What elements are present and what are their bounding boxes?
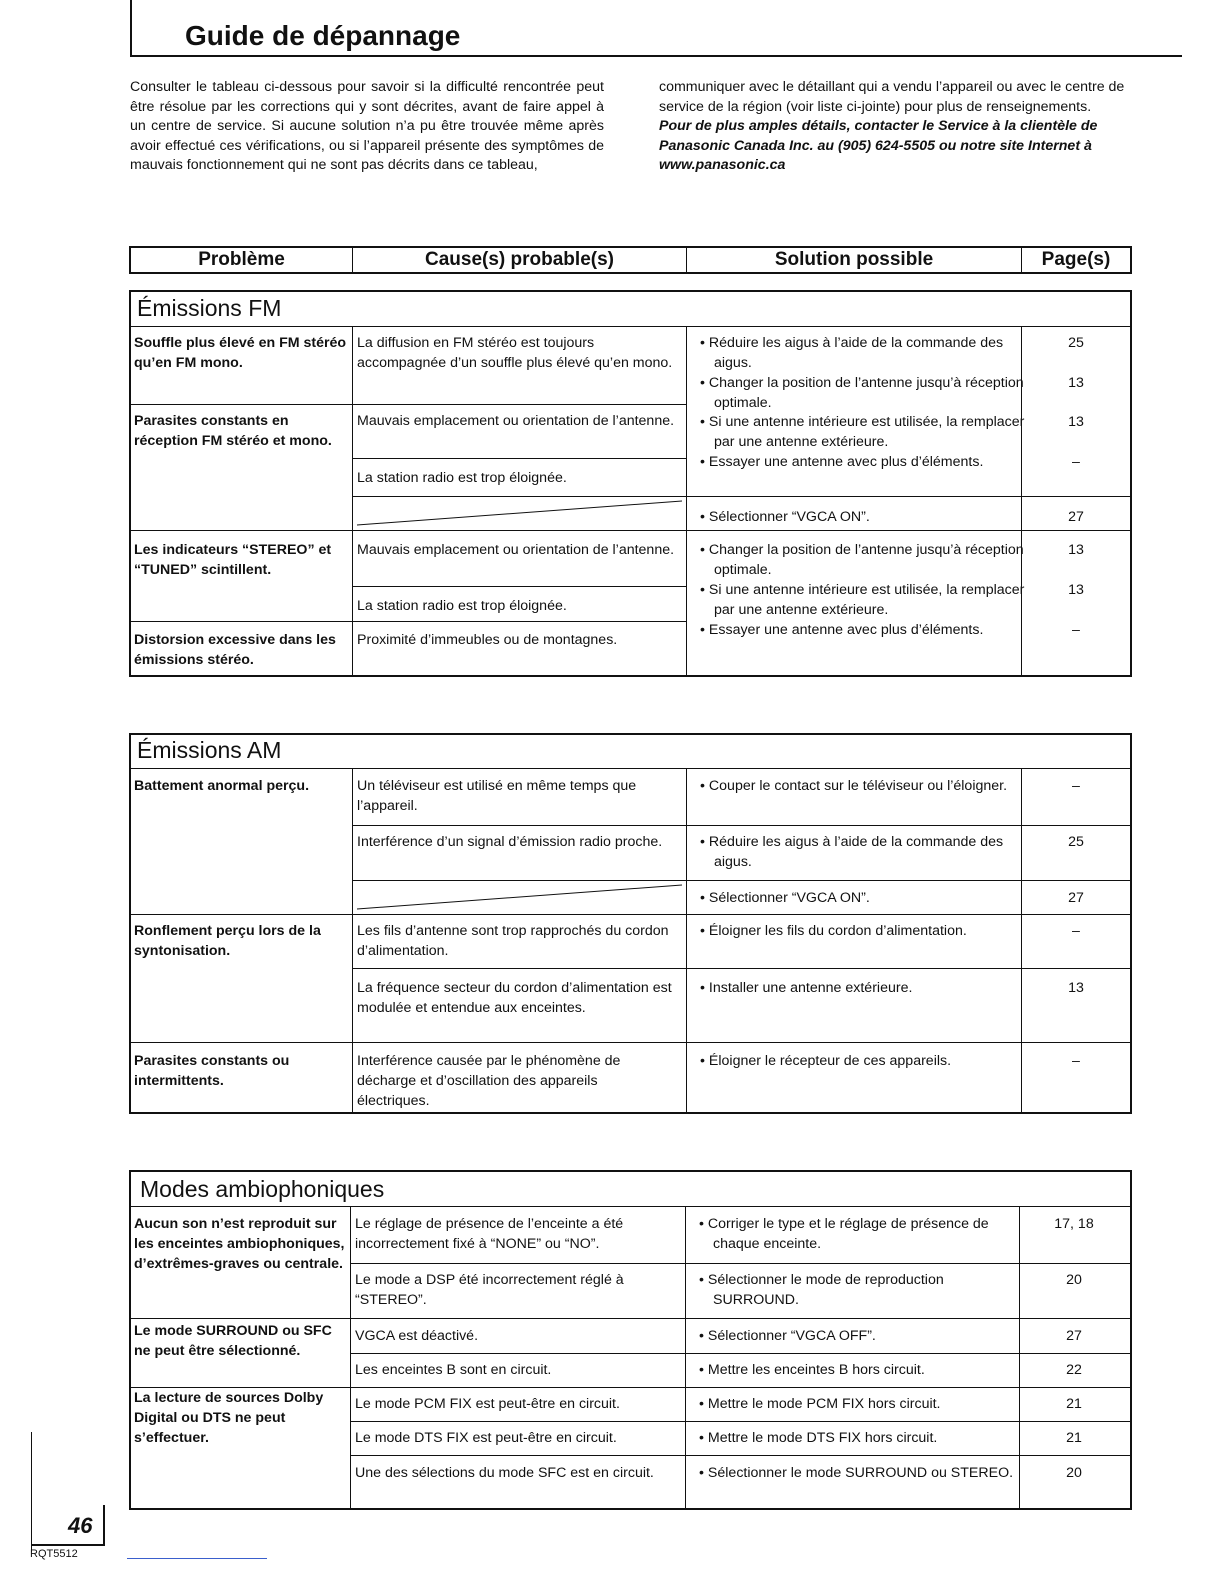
fm-page-3: 13 xyxy=(1068,414,1084,430)
footer-left-rule xyxy=(31,1432,32,1552)
am-page-2: 25 xyxy=(1068,834,1084,850)
fm-empty-cause-slash xyxy=(353,497,686,530)
title-left-rule xyxy=(130,0,132,56)
intro-right-text: communiquer avec le détaillant qui a vendu l’appareil ou avec le centre de service de la région (voir liste ci-jointe) pour plus de renseignements. xyxy=(659,79,1125,115)
footer-num-rule xyxy=(103,1505,105,1545)
intro-right xyxy=(659,78,1134,176)
fm-section-title: Émissions FM xyxy=(137,295,282,321)
fm-solution-7-text: Si une antenne intérieure est utilisée, la remplacer par une antenne extérieure. xyxy=(708,582,1025,618)
sur-rule-a xyxy=(351,1263,1130,1264)
sur-solution-2-text: Sélectionner le mode de reproduction SURROUND. xyxy=(707,1272,944,1308)
am-problem-3: Parasites constants ou intermittents. xyxy=(134,1053,290,1089)
fm-solution-1-text: Réduire les aigus à l’aide de la commande des aigus. xyxy=(708,335,1004,371)
page-title: Guide de dépannage xyxy=(185,20,461,51)
sur-col-2 xyxy=(685,1207,686,1508)
am-empty-cause-slash xyxy=(353,881,686,914)
fm-rule-f xyxy=(131,621,686,622)
fm-rule-d xyxy=(131,530,1130,531)
am-solution-5: • Installer une antenne extérieure. xyxy=(700,980,913,996)
fm-rule-a xyxy=(131,404,686,405)
fm-cause-1: La diffusion en FM stéréo est toujours accompagnée d’un souffle plus élevé qu’en mono. xyxy=(357,335,673,371)
am-solution-6: • Éloigner le récepteur de ces appareils. xyxy=(700,1053,952,1069)
am-cause-3: Les fils d’antenne sont trop rapprochés du cordon d’alimentation. xyxy=(357,923,669,959)
intro-contact-text: Pour de plus amples détails, contacter le Service à la clientèle de Panasonic Canada Inc. au (905) 624-5505 ou notre site Internet à www.panasonic.ca xyxy=(659,118,1098,174)
sur-cause-1: Le réglage de présence de l’enceinte a été incorrectement fixé à “NONE” ou “NO”. xyxy=(355,1216,624,1252)
am-solution-2: • Réduire les aigus à l’aide de la commande des aigus. xyxy=(700,834,1004,870)
fm-problem-2: Parasites constants en réception FM stéréo et mono. xyxy=(134,413,332,449)
fm-problem-1: Souffle plus élevé en FM stéréo qu’en FM mono. xyxy=(134,335,347,371)
fm-rule-b xyxy=(353,458,686,459)
sur-solution-3-text: Sélectionner “VGCA OFF”. xyxy=(707,1328,876,1344)
title-underline xyxy=(130,55,1182,57)
am-col-1 xyxy=(352,769,353,1112)
fm-solution-5-text: Sélectionner “VGCA ON”. xyxy=(708,509,870,525)
fm-title-rule xyxy=(131,326,1130,327)
fm-solution-1: • Réduire les aigus à l’aide de la commande des aigus. xyxy=(700,335,1004,371)
fm-page-5: 27 xyxy=(1068,509,1084,525)
am-col-2 xyxy=(686,769,687,1112)
am-problem-2: Ronflement perçu lors de la syntonisation. xyxy=(134,923,321,959)
sur-page-4: 22 xyxy=(1066,1362,1082,1378)
sur-solution-7-text: Sélectionner le mode SURROUND ou STEREO. xyxy=(707,1465,1014,1481)
am-rule-c xyxy=(131,914,1130,915)
fm-page-4: – xyxy=(1072,454,1080,470)
fm-solution-3: • Si une antenne intérieure est utilisée, la remplacer par une antenne extérieure. xyxy=(700,414,1025,450)
am-title-rule xyxy=(131,768,1130,769)
sur-page-2: 20 xyxy=(1066,1272,1082,1288)
fm-solution-4-text: Essayer une antenne avec plus d’éléments. xyxy=(708,454,984,470)
fm-cause-5: La station radio est trop éloignée. xyxy=(357,598,567,614)
sur-cause-4: Les enceintes B sont en circuit. xyxy=(355,1362,552,1378)
sur-cause-2: Le mode a DSP été incorrectement réglé à “STEREO”. xyxy=(355,1272,624,1308)
fm-solution-6-text: Changer la position de l’antenne jusqu’à réception optimale. xyxy=(708,542,1024,578)
surround-section-title: Modes ambiophoniques xyxy=(140,1176,385,1202)
am-solution-5-text: Installer une antenne extérieure. xyxy=(708,980,913,996)
fm-rule-e xyxy=(353,586,686,587)
sur-rule-e xyxy=(351,1421,1130,1422)
sur-solution-3: • Sélectionner “VGCA OFF”. xyxy=(699,1328,876,1344)
sur-problem-1: Aucun son n’est reproduit sur les enceintes ambiophoniques, d’extrêmes-graves ou centrale. xyxy=(134,1216,345,1272)
surround-title-rule xyxy=(131,1206,1130,1207)
am-solution-3: • Sélectionner “VGCA ON”. xyxy=(700,890,870,906)
am-page-4: – xyxy=(1072,923,1080,939)
am-cause-5: Interférence causée par le phénomène de décharge et d’oscillation des appareils électriques. xyxy=(357,1053,621,1109)
am-solution-4: • Éloigner les fils du cordon d’alimentation. xyxy=(700,923,967,939)
sur-solution-6-text: Mettre le mode DTS FIX hors circuit. xyxy=(707,1430,938,1446)
am-solution-2-text: Réduire les aigus à l’aide de la commande des aigus. xyxy=(708,834,1004,870)
fm-page-7: 13 xyxy=(1068,582,1084,598)
am-rule-d xyxy=(353,968,1130,969)
fm-cause-4: Mauvais emplacement ou orientation de l’antenne. xyxy=(357,542,675,558)
sur-page-6: 21 xyxy=(1066,1430,1082,1446)
am-page-5: 13 xyxy=(1068,980,1084,996)
fm-page-2: 13 xyxy=(1068,375,1084,391)
am-cause-1: Un téléviseur est utilisé en même temps que l’appareil. xyxy=(357,778,637,814)
fm-solution-8-text: Essayer une antenne avec plus d’éléments. xyxy=(708,622,984,638)
sur-problem-3: La lecture de sources Dolby Digital ou DTS ne peut s’effectuer. xyxy=(134,1390,324,1446)
fm-solution-6: • Changer la position de l’antenne jusqu’à réception optimale. xyxy=(700,542,1024,578)
header-pages: Page(s) xyxy=(1041,249,1111,270)
sur-solution-4-text: Mettre les enceintes B hors circuit. xyxy=(707,1362,925,1378)
intro-left xyxy=(130,78,604,176)
am-solution-6-text: Éloigner le récepteur de ces appareils. xyxy=(708,1053,952,1069)
fm-cause-6: Proximité d’immeubles ou de montagnes. xyxy=(357,632,618,648)
fm-col-2 xyxy=(686,327,687,675)
page-number: 46 xyxy=(68,1513,93,1538)
sur-page-5: 21 xyxy=(1066,1396,1082,1412)
sur-page-1: 17, 18 xyxy=(1054,1216,1094,1232)
sur-rule-b xyxy=(131,1318,1130,1319)
am-cause-2: Interférence d’un signal d’émission radio proche. xyxy=(357,834,663,850)
sur-solution-6: • Mettre le mode DTS FIX hors circuit. xyxy=(699,1430,938,1446)
sur-cause-6: Le mode DTS FIX est peut-être en circuit. xyxy=(355,1430,617,1446)
sur-rule-f xyxy=(351,1455,1130,1456)
sur-cause-7: Une des sélections du mode SFC est en circuit. xyxy=(355,1465,654,1481)
fm-cause-2: Mauvais emplacement ou orientation de l’antenne. xyxy=(357,413,675,429)
fm-cause-3: La station radio est trop éloignée. xyxy=(357,470,567,486)
am-section-title: Émissions AM xyxy=(137,737,282,763)
am-page-1: – xyxy=(1072,778,1080,794)
sur-rule-d xyxy=(131,1387,1130,1388)
fm-problem-4: Distorsion excessive dans les émissions stéréo. xyxy=(134,632,336,668)
sur-solution-5: • Mettre le mode PCM FIX hors circuit. xyxy=(699,1396,941,1412)
am-solution-4-text: Éloigner les fils du cordon d’alimentation. xyxy=(708,923,967,939)
am-solution-1-text: Couper le contact sur le téléviseur ou l’éloigner. xyxy=(708,778,1008,794)
fm-solution-7: • Si une antenne intérieure est utilisée, la remplacer par une antenne extérieure. xyxy=(700,582,1025,618)
sur-solution-7: • Sélectionner le mode SURROUND ou STEREO. xyxy=(699,1465,1014,1481)
sur-solution-4: • Mettre les enceintes B hors circuit. xyxy=(699,1362,925,1378)
am-problem-1: Battement anormal perçu. xyxy=(134,778,310,794)
sur-solution-1: • Corriger le type et le réglage de présence de chaque enceinte. xyxy=(699,1216,989,1252)
am-page-6: – xyxy=(1072,1053,1080,1069)
document-code: RQT5512 xyxy=(30,1548,78,1560)
sur-cause-3: VGCA est déactivé. xyxy=(355,1328,479,1344)
fm-problem-3: Les indicateurs “STEREO” et “TUNED” scintillent. xyxy=(134,542,332,578)
am-rule-e xyxy=(131,1042,1130,1043)
sur-page-7: 20 xyxy=(1066,1465,1082,1481)
sur-cause-5: Le mode PCM FIX est peut-être en circuit. xyxy=(355,1396,620,1412)
intro-left-text: Consulter le tableau ci-dessous pour savoir si la difficulté rencontrée peut être résolue par les corrections qui y sont décrites, avant de faire appel à un centre de service. Si aucune solution n’a pu être trouvée même après avoir effectué ces vérifications, ou si l’appareil présente des symptômes de mauvais fonctionnement qui ne sont pas décrits dans ce tableau, xyxy=(130,79,604,174)
header-solution: Solution possible xyxy=(774,249,934,270)
fm-solution-2: • Changer la position de l’antenne jusqu’à réception optimale. xyxy=(700,375,1024,411)
fm-page-6: 13 xyxy=(1068,542,1084,558)
sur-problem-2: Le mode SURROUND ou SFC ne peut être sélectionné. xyxy=(134,1323,332,1359)
fm-solution-5: • Sélectionner “VGCA ON”. xyxy=(700,509,870,525)
fm-page-8: – xyxy=(1072,622,1080,638)
header-problem: Problème xyxy=(198,249,285,270)
header-cause: Cause(s) probable(s) xyxy=(425,249,614,270)
fm-solution-2-text: Changer la position de l’antenne jusqu’à réception optimale. xyxy=(708,375,1024,411)
fm-solution-3-text: Si une antenne intérieure est utilisée, la remplacer par une antenne extérieure. xyxy=(708,414,1025,450)
am-rule-a xyxy=(353,825,1130,826)
sur-solution-1-text: Corriger le type et le réglage de présence de chaque enceinte. xyxy=(707,1216,989,1252)
sur-solution-5-text: Mettre le mode PCM FIX hors circuit. xyxy=(707,1396,941,1412)
footer-blue-rule xyxy=(127,1558,267,1559)
fm-page-1: 25 xyxy=(1068,335,1084,351)
am-solution-1: • Couper le contact sur le téléviseur ou l’éloigner. xyxy=(700,778,1008,794)
footer-num-underline xyxy=(31,1544,105,1546)
sur-col-1 xyxy=(350,1207,351,1508)
fm-solution-4: • Essayer une antenne avec plus d’éléments. xyxy=(700,454,984,470)
sur-page-3: 27 xyxy=(1066,1328,1082,1344)
fm-solution-8: • Essayer une antenne avec plus d’éléments. xyxy=(700,622,984,638)
am-cause-4: La fréquence secteur du cordon d’alimentation est modulée et entendue aux enceintes. xyxy=(357,980,672,1016)
am-page-3: 27 xyxy=(1068,890,1084,906)
am-solution-3-text: Sélectionner “VGCA ON”. xyxy=(708,890,870,906)
sur-solution-2: • Sélectionner le mode de reproduction SURROUND. xyxy=(699,1272,944,1308)
sur-rule-c xyxy=(351,1353,1130,1354)
